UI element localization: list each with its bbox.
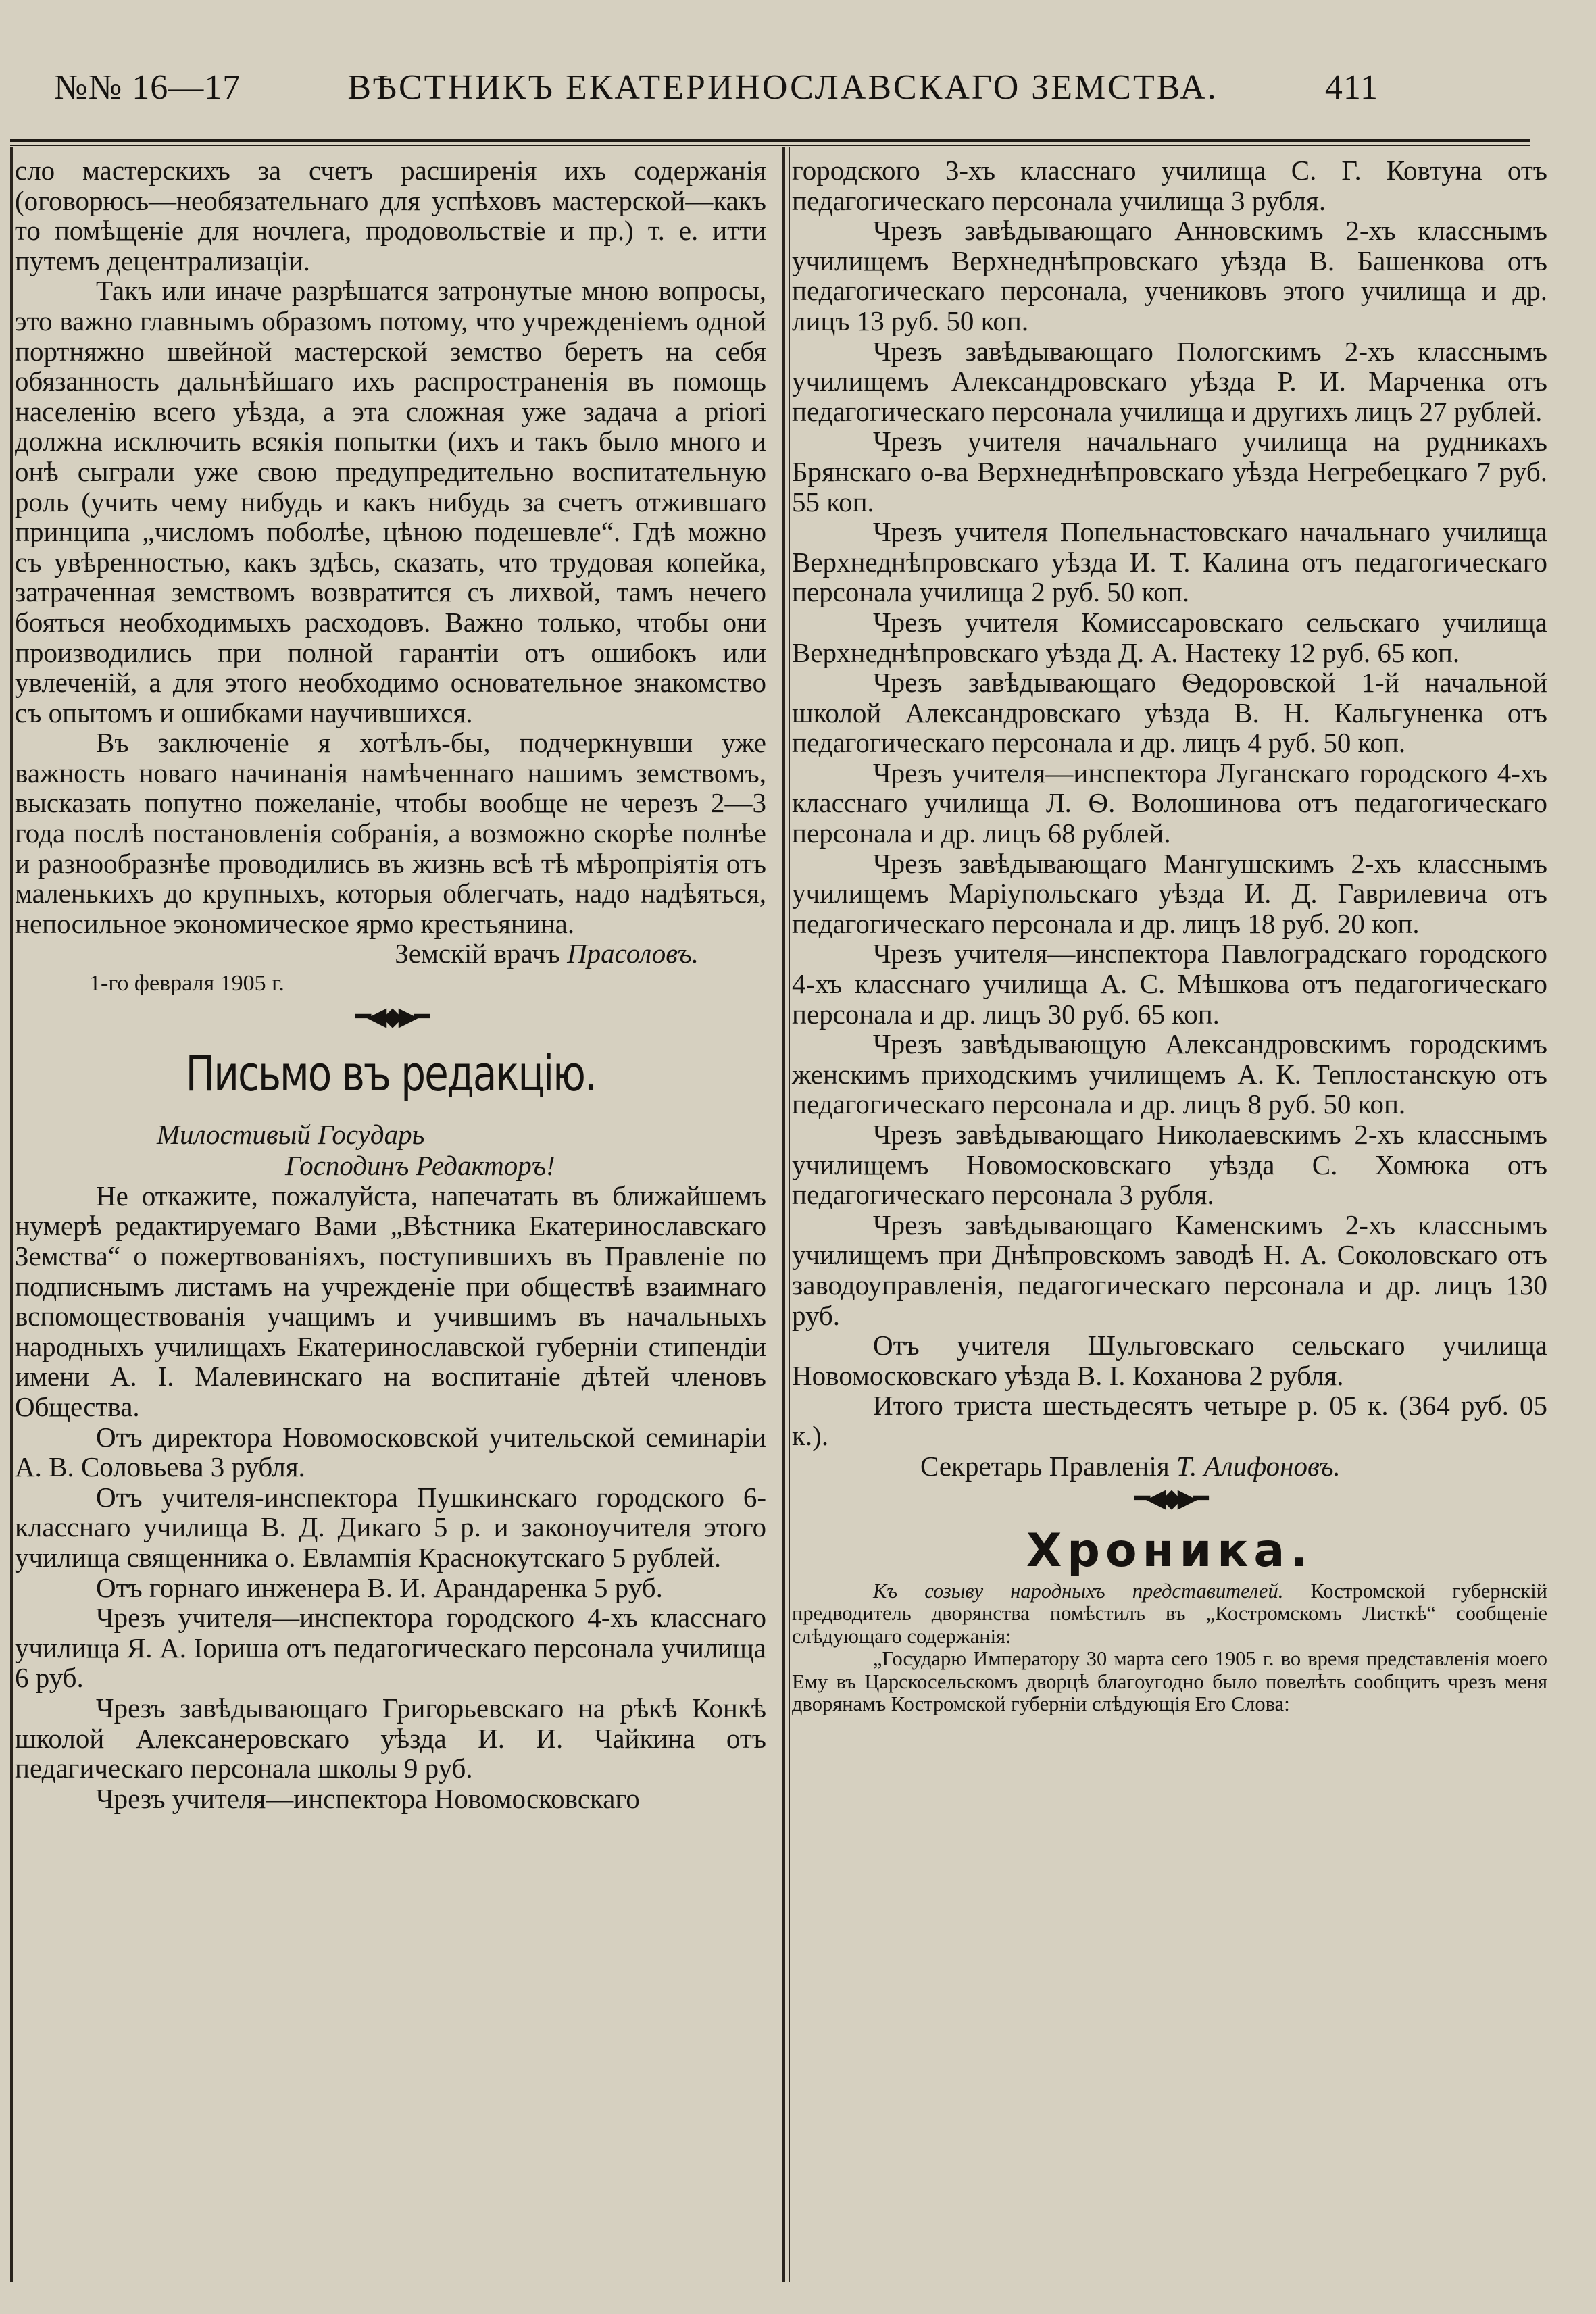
right-column [792, 155, 1547, 1716]
donation-entry: Чрезъ учителя—инспектора Новомосковскаго [96, 1782, 640, 1814]
page-number: 411 [1324, 68, 1378, 107]
donation-entry: Чрезъ учителя—инспектора городского 4-хъ класснаго училища Я. А. Іориша отъ педагогическаго персонала училища 6 руб. [15, 1602, 766, 1694]
donation-entry: Чрезъ учителя Комиссаровскаго сельскаго училища Верхнеднѣпровскаго уѣзда Д. А. Настеку 12 руб. 65 коп. [792, 606, 1547, 668]
dateline: 1-го февраля 1905 г. [89, 971, 284, 997]
paragraph: Такъ или иначе разрѣшатся затронутые мною вопросы, это важно главнымъ образомъ потому, что учрежденіемъ одной портняжно швейной мастерской земство беретъ на себя обязанность дальнѣйшаго ихъ распространенія въ помощь населенію всего уѣзда, а эта сложная уже задача a priori должна исключить всякія попытки (ихъ и такъ было много и онѣ сыграли уже свою предупредительно воспитательную роль (учить чему нибудь и какъ нибудь за счетъ отжившаго принципа „числомъ поболѣе, цѣною подешевле“. Гдѣ можно съ увѣренностью, какъ здѣсь, сказать, что трудовая копейка, затраченная земствомъ возвратится съ лихвой, тамъ нечего бояться необходимыхъ расходовъ. Важно только, чтобы они производились при полной гарантіи отъ ошибокъ или увлеченій, а для этого необходимо основательное знакомство съ опытомъ и ошибками научившихся. [15, 275, 766, 728]
donation-entry: Чрезъ завѣдывающаго Анновскимъ 2-хъ класснымъ училищемъ Верхнеднѣпровскаго уѣзда В. Башенкова отъ педагогическаго персонала, учениковъ этого училища и др. лицъ 13 руб. 50 коп. [792, 215, 1547, 336]
header-rule-thin [10, 145, 1530, 146]
donation-entry: Чрезъ завѣдывающаго Ѳедоровской 1-й начальной школой Александровскаго уѣзда В. Н. Кальгуненка отъ педагогическаго персонала и др. лицъ 4 руб. 50 коп. [792, 667, 1547, 759]
donation-entry: Чрезъ учителя Попельнастовскаго начальнаго училища Верхнеднѣпровскаго уѣзда И. Т. Калина отъ педагогическаго персонала училища 2 руб. 50 коп. [792, 516, 1547, 608]
salutation-line: Милостивый Государь [157, 1119, 425, 1151]
donation-entry: Отъ учителя-инспектора Пушкинскаго городского 6-класснаго училища В. Д. Дикаго 5 р. и законоучителя этого училища священника о. Евлампія Краснокутскаго 5 рублей. [15, 1481, 766, 1573]
header-rule [10, 139, 1530, 142]
paragraph: Не откажите, пожалуйста, напечатать въ ближайшемъ нумерѣ редактируемаго Вами „Вѣстника Екатеринославскаго Земства“ о пожертвованіяхъ, поступившихъ въ Правленіе по подписнымъ листамъ на учрежденіе при обществѣ взаимнаго вспомоществованія учащимъ и учившимъ въ начальныхъ народныхъ училищахъ Екатеринославской губерніи стипендіи имени А. І. Малевинскаго на воспитаніе дѣтей членовъ Общества. [15, 1180, 766, 1422]
secretary-role: Секретарь Правленія [920, 1450, 1170, 1482]
ornament-divider: ━◀◆▶━ [1134, 1484, 1205, 1513]
left-column [15, 155, 766, 1813]
donation-entry: городского 3-хъ класснаго училища С. Г. Ковтуна отъ педагогическаго персонала училища 3 рубля. [792, 155, 1547, 216]
issue-number: №№ 16—17 [54, 68, 241, 107]
salutation-line: Господинъ Редакторъ! [285, 1150, 555, 1182]
page-header [41, 68, 1466, 122]
signature-name: Прасоловъ. [567, 938, 699, 970]
donation-entry: Отъ учителя Шульговскаго сельскаго училища Новомосковскаго уѣзда В. І. Коханова 2 рубля. [792, 1330, 1547, 1391]
column-divider [782, 147, 785, 2282]
signature [15, 938, 766, 969]
left-border [10, 147, 13, 2282]
paragraph: Въ заключеніе я хотѣлъ-бы, подчеркнувши уже важность новаго начинанія намѣченнаго нашимъ земствомъ, высказать попутно пожеланіе, чтобы вообще не черезъ 2—3 года послѣ постановленія собранія, а возможно скорѣе полнѣе и разнообразнѣе проводились въ жизнь всѣ тѣ мѣропріятія отъ маленькихъ до крупныхъ, которыя облегчать, надо надѣяться, непосильное экономическое ярмо крестьянина. [15, 727, 766, 939]
donation-total: Итого триста шестьдесятъ четыре р. 05 к. (364 руб. 05 к.). [792, 1390, 1547, 1451]
secretary-name: Т. Алифоновъ. [1176, 1450, 1341, 1482]
chronicle-heading: Къ созыву народныхъ представителей. [873, 1579, 1284, 1603]
donation-entry: Отъ директора Новомосковской учительской семинаріи А. В. Соловьева 3 рубля. [15, 1421, 766, 1483]
donation-entry: Чрезъ завѣдывающаго Пологскимъ 2-хъ класснымъ училищемъ Александровскаго уѣзда Р. И. Марченка отъ педагогическаго персонала училища и другихъ лицъ 27 рублей. [792, 335, 1547, 427]
donation-entry: Чрезъ учителя начальнаго училища на рудникахъ Брянскаго о-ва Верхнеднѣпровскаго уѣзда Негребецкаго 7 руб. 55 коп. [792, 426, 1547, 518]
chronicle-quote: „Государю Императору 30 марта сего 1905 г. во время представленія моего Ему въ Царскосельскомъ дворцѣ благоугодно было повелѣть сообщить чрезъ меня дворянамъ Костромской губерніи слѣдующія Его Слова: [792, 1647, 1547, 1716]
journal-title: ВѢСТНИКЪ ЕКАТЕРИНОСЛАВСКАГО ЗЕМСТВА. [347, 68, 1218, 107]
section-heading: Письмо въ редакцію. [185, 1045, 596, 1103]
donation-entry: Отъ горнаго инженера В. И. Арандаренка 5 руб. [96, 1571, 663, 1603]
signature-role: Земскій врачъ [395, 938, 560, 970]
donation-entry: Чрезъ завѣдывающаго Николаевскимъ 2-хъ класснымъ училищемъ Новомосковскаго уѣзда С. Хомюка отъ педагогическаго персонала 3 рубля. [792, 1119, 1547, 1211]
donation-entry: Чрезъ учителя—инспектора Павлоградскаго городского 4-хъ класснаго училища А. С. Мѣшкова отъ педагогическаго персонала и др. лицъ 30 руб. 65 коп. [792, 938, 1547, 1030]
column-divider-thin [789, 147, 790, 2282]
chronicle-body [792, 1580, 1547, 1716]
ornament-divider: ━◀◆▶━ [355, 1002, 426, 1031]
donation-entry: Чрезъ завѣдывающую Александровскимъ городскимъ женскимъ приходскимъ училищемъ А. К. Теплостанскую отъ педагогическаго персонала и др. лицъ 8 руб. 50 коп. [792, 1028, 1547, 1120]
paragraph: сло мастерскихъ за счетъ расширенія ихъ содержанія (оговорюсь—необязательнаго для успѣховъ мастерской—какъ то помѣщеніе для ночлега, продовольствіе и пр.) т. е. итти путемъ децентрализаціи. [15, 155, 766, 276]
donation-entry: Чрезъ завѣдывающаго Каменскимъ 2-хъ класснымъ училищемъ при Днѣпровскомъ заводѣ Н. А. Соколовскаго отъ заводоуправленія, педагогическаго персонала и др. лицъ 130 руб. [792, 1209, 1547, 1331]
secretary-signature [792, 1451, 1547, 1482]
donation-entry: Чрезъ учителя—инспектора Луганскаго городского 4-хъ класснаго училища Л. Ѳ. Волошинова отъ педагогическаго персонала и др. лицъ 68 рублей. [792, 757, 1547, 849]
donation-entry: Чрезъ завѣдывающаго Григорьевскаго на рѣкѣ Конкѣ школой Алексанеровскаго уѣзда И. И. Чайкина отъ педагическаго персонала школы 9 руб. [15, 1692, 766, 1784]
section-heading: Хроника. [1026, 1524, 1314, 1578]
donation-entry: Чрезъ завѣдывающаго Мангушскимъ 2-хъ класснымъ училищемъ Маріупольскаго уѣзда И. Д. Гаврилевича отъ педагогическаго персонала и др. лицъ 18 руб. 20 коп. [792, 847, 1547, 939]
chronicle-text: Костромской губернскій предводитель дворянства помѣстилъ въ „Костромскомъ Листкѣ“ сообщеніе слѣдующаго содержанія: [792, 1579, 1548, 1648]
